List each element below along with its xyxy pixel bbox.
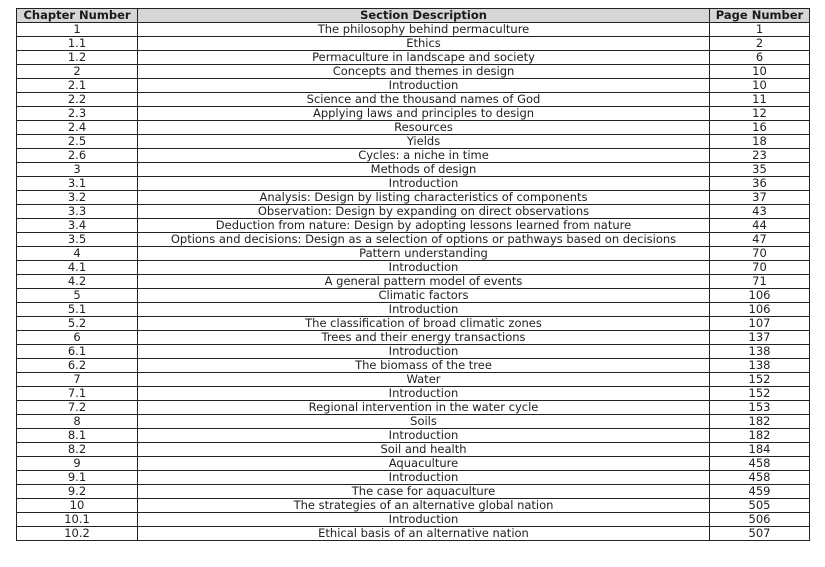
section-description-cell: Yields (138, 135, 710, 149)
chapter-number-cell: 8.1 (17, 429, 138, 443)
header-chapter-number: Chapter Number (17, 9, 138, 23)
table-row (17, 233, 810, 247)
page-number-cell: 182 (710, 415, 810, 429)
table-row (17, 373, 810, 387)
chapter-number-cell: 2.6 (17, 149, 138, 163)
section-description-cell: Permaculture in landscape and society (138, 51, 710, 65)
table-row (17, 485, 810, 499)
table-row (17, 359, 810, 373)
page-number-cell: 106 (710, 303, 810, 317)
section-description-cell: The strategies of an alternative global nation (138, 499, 710, 513)
section-description-cell: Trees and their energy transactions (138, 331, 710, 345)
table-row (17, 93, 810, 107)
page-number-cell: 138 (710, 359, 810, 373)
table-row (17, 149, 810, 163)
section-description-cell: Introduction (138, 471, 710, 485)
chapter-number-cell: 5.1 (17, 303, 138, 317)
section-description-cell: Applying laws and principles to design (138, 107, 710, 121)
contents-table (16, 8, 810, 541)
table-row (17, 345, 810, 359)
section-description-cell: Introduction (138, 177, 710, 191)
section-description-cell: Introduction (138, 261, 710, 275)
table-row (17, 303, 810, 317)
page-number-cell: 6 (710, 51, 810, 65)
section-description-cell: Resources (138, 121, 710, 135)
table-header (17, 9, 810, 23)
chapter-number-cell: 6.2 (17, 359, 138, 373)
chapter-number-cell: 8.2 (17, 443, 138, 457)
section-description-cell: The classification of broad climatic zones (138, 317, 710, 331)
table-row (17, 401, 810, 415)
page-number-cell: 43 (710, 205, 810, 219)
page-number-cell: 10 (710, 65, 810, 79)
table-row (17, 527, 810, 541)
section-description-cell: The biomass of the tree (138, 359, 710, 373)
section-description-cell: Introduction (138, 79, 710, 93)
chapter-number-cell: 2 (17, 65, 138, 79)
table-row (17, 219, 810, 233)
chapter-number-cell: 10.2 (17, 527, 138, 541)
page-number-cell: 184 (710, 443, 810, 457)
page-number-cell: 16 (710, 121, 810, 135)
page-number-cell: 70 (710, 247, 810, 261)
page-number-cell: 458 (710, 457, 810, 471)
section-description-cell: The case for aquaculture (138, 485, 710, 499)
section-description-cell: Observation: Design by expanding on direct observations (138, 205, 710, 219)
section-description-cell: Introduction (138, 429, 710, 443)
table-row (17, 23, 810, 37)
chapter-number-cell: 2.2 (17, 93, 138, 107)
page-number-cell: 12 (710, 107, 810, 121)
header-row (17, 9, 810, 23)
page-number-cell: 137 (710, 331, 810, 345)
chapter-number-cell: 6 (17, 331, 138, 345)
section-description-cell: A general pattern model of events (138, 275, 710, 289)
chapter-number-cell: 9 (17, 457, 138, 471)
section-description-cell: Introduction (138, 303, 710, 317)
chapter-number-cell: 2.3 (17, 107, 138, 121)
table-row (17, 247, 810, 261)
section-description-cell: Cycles: a niche in time (138, 149, 710, 163)
page-number-cell: 138 (710, 345, 810, 359)
chapter-number-cell: 5 (17, 289, 138, 303)
chapter-number-cell: 6.1 (17, 345, 138, 359)
section-description-cell: Deduction from nature: Design by adopting lessons learned from nature (138, 219, 710, 233)
table-row (17, 513, 810, 527)
table-row (17, 261, 810, 275)
page-number-cell: 10 (710, 79, 810, 93)
section-description-cell: Analysis: Design by listing characteristics of components (138, 191, 710, 205)
section-description-cell: Methods of design (138, 163, 710, 177)
section-description-cell: Water (138, 373, 710, 387)
chapter-number-cell: 3 (17, 163, 138, 177)
page-number-cell: 37 (710, 191, 810, 205)
chapter-number-cell: 1.1 (17, 37, 138, 51)
page-number-cell: 507 (710, 527, 810, 541)
chapter-number-cell: 5.2 (17, 317, 138, 331)
page-number-cell: 505 (710, 499, 810, 513)
chapter-number-cell: 8 (17, 415, 138, 429)
header-section-description: Section Description (138, 9, 710, 23)
table-row (17, 177, 810, 191)
table-row (17, 107, 810, 121)
chapter-number-cell: 2.4 (17, 121, 138, 135)
chapter-number-cell: 9.2 (17, 485, 138, 499)
page-number-cell: 458 (710, 471, 810, 485)
section-description-cell: Introduction (138, 513, 710, 527)
page-number-cell: 1 (710, 23, 810, 37)
chapter-number-cell: 3.1 (17, 177, 138, 191)
page-number-cell: 152 (710, 387, 810, 401)
page-number-cell: 506 (710, 513, 810, 527)
chapter-number-cell: 1 (17, 23, 138, 37)
section-description-cell: Introduction (138, 387, 710, 401)
chapter-number-cell: 3.4 (17, 219, 138, 233)
table-row (17, 499, 810, 513)
chapter-number-cell: 3.5 (17, 233, 138, 247)
page-number-cell: 44 (710, 219, 810, 233)
table-row (17, 429, 810, 443)
page-number-cell: 70 (710, 261, 810, 275)
chapter-number-cell: 7.2 (17, 401, 138, 415)
section-description-cell: Introduction (138, 345, 710, 359)
page-number-cell: 36 (710, 177, 810, 191)
page-number-cell: 153 (710, 401, 810, 415)
chapter-number-cell: 2.5 (17, 135, 138, 149)
chapter-number-cell: 9.1 (17, 471, 138, 485)
table-row (17, 289, 810, 303)
page-number-cell: 459 (710, 485, 810, 499)
section-description-cell: Options and decisions: Design as a selection of options or pathways based on decisions (138, 233, 710, 247)
chapter-number-cell: 3.2 (17, 191, 138, 205)
table-row (17, 121, 810, 135)
table-row (17, 65, 810, 79)
section-description-cell: Concepts and themes in design (138, 65, 710, 79)
section-description-cell: Science and the thousand names of God (138, 93, 710, 107)
table-row (17, 471, 810, 485)
section-description-cell: Aquaculture (138, 457, 710, 471)
table-row (17, 275, 810, 289)
section-description-cell: Soils (138, 415, 710, 429)
page-number-cell: 106 (710, 289, 810, 303)
page-number-cell: 35 (710, 163, 810, 177)
table-row (17, 135, 810, 149)
page-number-cell: 107 (710, 317, 810, 331)
chapter-number-cell: 3.3 (17, 205, 138, 219)
chapter-number-cell: 4 (17, 247, 138, 261)
chapter-number-cell: 7 (17, 373, 138, 387)
section-description-cell: Climatic factors (138, 289, 710, 303)
table-row (17, 387, 810, 401)
page-number-cell: 11 (710, 93, 810, 107)
table-row (17, 51, 810, 65)
chapter-number-cell: 7.1 (17, 387, 138, 401)
table-row (17, 205, 810, 219)
chapter-number-cell: 10.1 (17, 513, 138, 527)
page-number-cell: 2 (710, 37, 810, 51)
chapter-number-cell: 4.2 (17, 275, 138, 289)
section-description-cell: Regional intervention in the water cycle (138, 401, 710, 415)
chapter-number-cell: 4.1 (17, 261, 138, 275)
page-number-cell: 182 (710, 429, 810, 443)
chapter-number-cell: 10 (17, 499, 138, 513)
table-row (17, 79, 810, 93)
chapter-number-cell: 1.2 (17, 51, 138, 65)
table-row (17, 37, 810, 51)
section-description-cell: Soil and health (138, 443, 710, 457)
header-page-number: Page Number (710, 9, 810, 23)
table-body (17, 23, 810, 541)
page-number-cell: 47 (710, 233, 810, 247)
table-row (17, 443, 810, 457)
page-number-cell: 18 (710, 135, 810, 149)
table-row (17, 163, 810, 177)
chapter-number-cell: 2.1 (17, 79, 138, 93)
section-description-cell: Pattern understanding (138, 247, 710, 261)
page-number-cell: 152 (710, 373, 810, 387)
section-description-cell: Ethical basis of an alternative nation (138, 527, 710, 541)
section-description-cell: Ethics (138, 37, 710, 51)
section-description-cell: The philosophy behind permaculture (138, 23, 710, 37)
page-number-cell: 23 (710, 149, 810, 163)
page-number-cell: 71 (710, 275, 810, 289)
table-row (17, 191, 810, 205)
table-row (17, 415, 810, 429)
table-row (17, 457, 810, 471)
table-row (17, 317, 810, 331)
table-row (17, 331, 810, 345)
